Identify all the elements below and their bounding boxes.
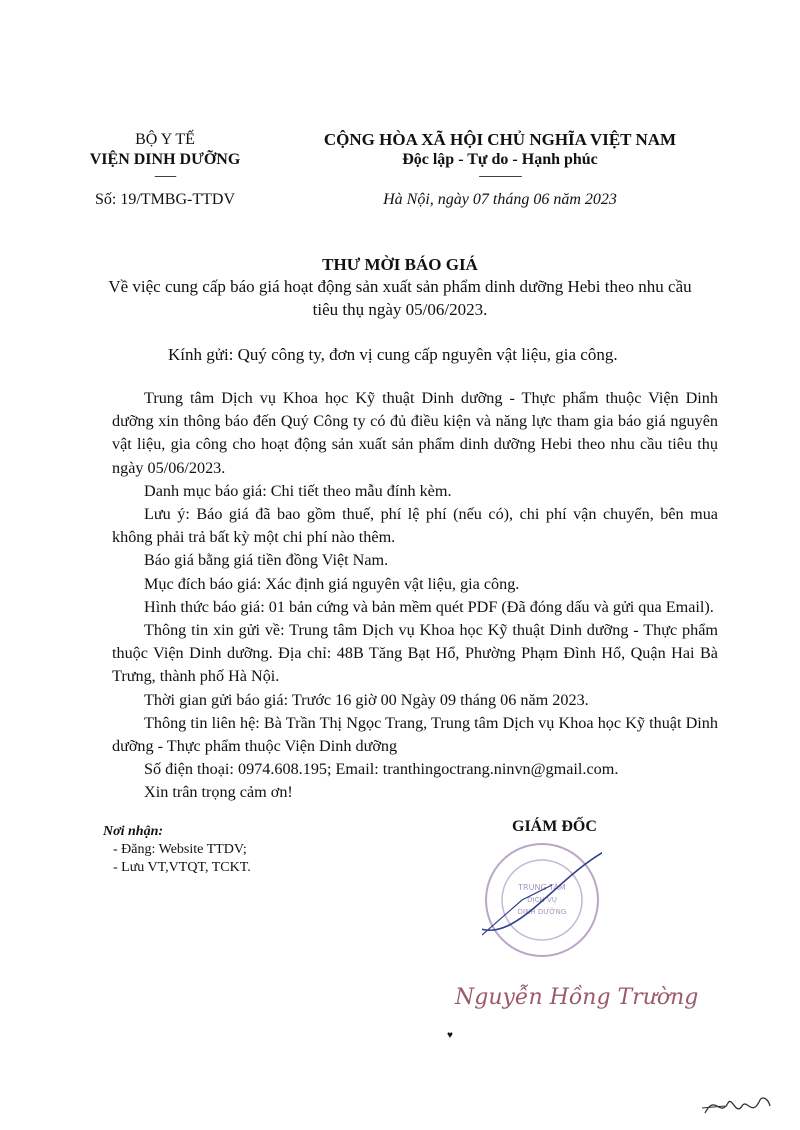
- body-paragraph: Thời gian gửi báo giá: Trước 16 giờ 00 Ngày 09 tháng 06 năm 2023.: [144, 690, 589, 709]
- header-divider: --------: [154, 170, 176, 182]
- recipient-item: - Đăng: Website TTDV;: [113, 842, 247, 857]
- recipient-item: - Lưu VT,VTQT, TCKT.: [113, 860, 251, 875]
- svg-text:DINH DƯỠNG: DINH DƯỠNG: [517, 908, 567, 916]
- country-name: CỘNG HÒA XÃ HỘI CHỦ NGHĨA VIỆT NAM: [323, 130, 677, 149]
- ministry-name: BỘ Y TẾ: [135, 131, 195, 148]
- document-subtitle-line-2: tiêu thụ ngày 05/06/2023.: [312, 300, 488, 319]
- body-paragraph: Mục đích báo giá: Xác định giá nguyên vật liệu, gia công.: [144, 574, 520, 593]
- svg-text:DỊCH VỤ: DỊCH VỤ: [527, 896, 557, 904]
- institute-name: VIỆN DINH DƯỠNG: [89, 151, 241, 168]
- greeting: Kính gửi: Quý công ty, đơn vị cung cấp nguyên vật liệu, gia công.: [168, 345, 618, 364]
- body-paragraph: Lưu ý: Báo giá đã bao gồm thuế, phí lệ phí (nếu có), chi phí vận chuyển, bên mua không phải trả bất kỳ một chi phí nào thêm.: [112, 505, 718, 547]
- official-stamp: [482, 840, 602, 960]
- document-title-block: [60, 255, 740, 321]
- body-paragraph: Thông tin xin gửi về: Trung tâm Dịch vụ Khoa học Kỹ thuật Dinh dưỡng - Thực phẩm thuộc Viện Dinh dưỡng. Địa chỉ: 48B Tăng Bạt Hổ, Phường Phạm Đình Hổ, Quận Hai Bà Trưng, thành phố Hà Nội.: [112, 621, 718, 686]
- document-date: Hà Nội, ngày 07 tháng 06 năm 2023: [383, 191, 617, 208]
- page-mark: ♥: [447, 1030, 453, 1041]
- letter-body: [112, 387, 718, 805]
- initials-signature: [700, 1088, 775, 1123]
- national-motto: Độc lập - Tự do - Hạnh phúc: [402, 151, 598, 168]
- body-paragraph: Báo giá bằng giá tiền đồng Việt Nam.: [144, 551, 389, 570]
- signer-name: Nguyễn Hồng Trường: [455, 985, 699, 1010]
- recipients-block: [103, 823, 251, 877]
- motto-divider: ----------------: [478, 170, 522, 182]
- document-subtitle-line-1: Về việc cung cấp báo giá hoạt động sản xuất sản phẩm dinh dưỡng Hebi theo nhu cầu: [108, 277, 692, 296]
- document-title: THƯ MỜI BÁO GIÁ: [322, 255, 478, 274]
- body-paragraph: Số điện thoại: 0974.608.195; Email: tranthingoctrang.ninvn@gmail.com.: [144, 760, 619, 779]
- national-header: [290, 130, 710, 210]
- body-paragraph: Hình thức báo giá: 01 bản cứng và bản mềm quét PDF (Đã đóng dấu và gửi qua Email).: [144, 597, 714, 616]
- issuer-header: [60, 130, 270, 210]
- recipients-label: Nơi nhận:: [103, 824, 164, 839]
- document-number: Số: 19/TMBG-TTDV: [95, 191, 235, 208]
- body-paragraph: Danh mục báo giá: Chi tiết theo mẫu đính kèm.: [144, 481, 452, 500]
- body-paragraph: Xin trân trọng cảm ơn!: [144, 783, 293, 802]
- body-paragraph: Thông tin liên hệ: Bà Trần Thị Ngọc Trang, Trung tâm Dịch vụ Khoa học Kỹ thuật Dinh dưỡng - Thực phẩm thuộc Viện Dinh dưỡng: [112, 713, 718, 756]
- svg-text:TRUNG TÂM: TRUNG TÂM: [518, 883, 566, 892]
- signer-role: GIÁM ĐỐC: [512, 818, 597, 835]
- body-paragraph: Trung tâm Dịch vụ Khoa học Kỹ thuật Dinh dưỡng - Thực phẩm thuộc Viện Dinh dưỡng xin thông báo đến Quý Công ty có đủ điều kiện và năng lực tham gia báo giá nguyên vật liệu, gia công cho hoạt động sản xuất sản phẩm dinh dưỡng Hebi theo nhu cầu tiêu thụ ngày 05/06/2023.: [112, 389, 718, 477]
